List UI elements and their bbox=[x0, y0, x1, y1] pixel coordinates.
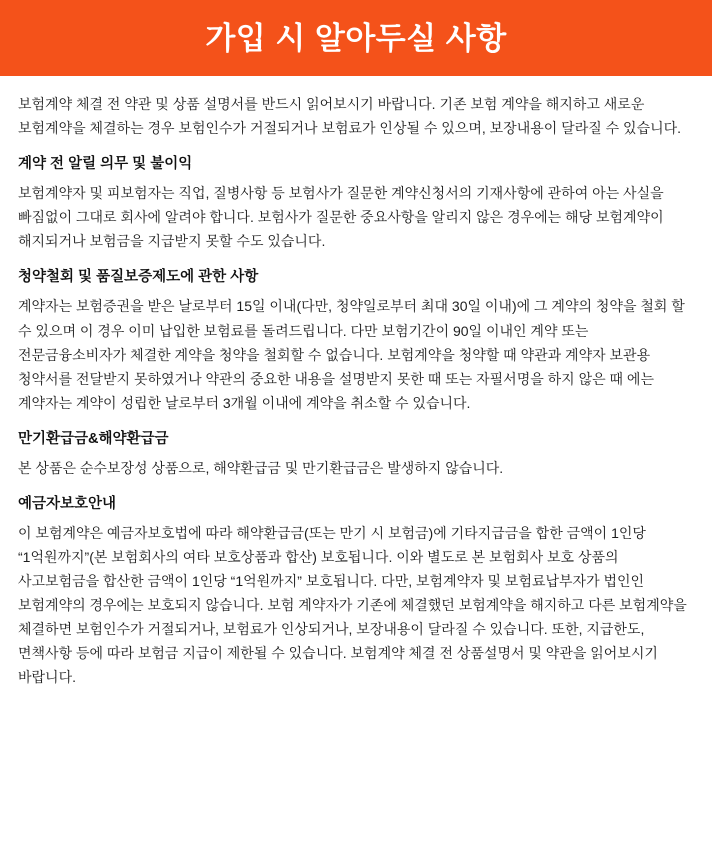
section-pre-contract-disclosure bbox=[18, 154, 694, 253]
section-depositor-protection-body: 이 보험계약은 예금자보호법에 따라 해약환급금(또는 만기 시 보험금)에 기타지급금을 합한 금액이 1인당 “1억원까지”(본 보험회사의 여타 보호상품과 합산) 보호됩니다. 이와 별도로 본 보험회사 보호 상품의 사고보험금을 합산한 금액이 1인당 “1억원까지” 보호됩니다. 다만, 보험계약자 및 보험료납부자가 법인인 보험계약의 경우에는 보호되지 않습니다. 보험 계약자가 기존에 체결했던 보험계약을 해지하고 다른 보험계약을 체결하면 보험인수가 거절되거나, 보험료가 인상되거나, 보장내용이 달라질 수 있습니다. 또한, 지급한도, 면책사항 등에 따라 보험금 지급이 제한될 수 있습니다. 보험계약 체결 전 상품설명서 및 약관을 읽어보시기 바랍니다. bbox=[18, 524, 687, 686]
section-refund-heading: 만기환급금&해약환급금 bbox=[18, 430, 169, 447]
section-refund bbox=[18, 429, 694, 480]
notice-content bbox=[0, 76, 712, 845]
section-refund-body: 본 상품은 순수보장성 상품으로, 해약환급금 및 만기환급금은 발생하지 않습니다. bbox=[18, 459, 504, 476]
section-intro bbox=[18, 92, 694, 140]
section-depositor-protection bbox=[18, 494, 694, 690]
section-withdrawal-and-quality-guarantee-body: 계약자는 보험증권을 받은 날로부터 15일 이내(다만, 청약일로부터 최대 30일 이내)에 그 계약의 청약을 철회 할 수 있으며 이 경우 이미 납입한 보험료를 돌려드립니다. 다만 보험기간이 90일 이내인 계약 또는 전문금융소비자가 체결한 계약을 청약을 철회할 수 없습니다. 보험계약을 청약할 때 약관과 계약자 보관용 청약서를 전달받지 못하였거나 약관의 중요한 내용을 설명받지 못한 때 또는 자필서명을 하지 않은 때 에는 계약자는 계약이 성립한 날로부터 3개월 이내에 계약을 취소할 수 있습니다. bbox=[18, 298, 685, 411]
page-title: 가입 시 알아두실 사항 bbox=[205, 20, 507, 56]
section-intro-body: 보험계약 체결 전 약관 및 상품 설명서를 반드시 읽어보시기 바랍니다. 기존 보험 계약을 해지하고 새로운 보험계약을 체결하는 경우 보험인수가 거절되거나 보험료가 인상될 수 있으며, 보장내용이 달라질 수 있습니다. bbox=[18, 96, 682, 137]
page-header-banner bbox=[0, 0, 712, 76]
section-withdrawal-and-quality-guarantee bbox=[18, 267, 694, 414]
section-withdrawal-and-quality-guarantee-heading: 청약철회 및 품질보증제도에 관한 사항 bbox=[18, 269, 259, 286]
section-pre-contract-disclosure-body: 보험계약자 및 피보험자는 직업, 질병사항 등 보험사가 질문한 계약신청서의 기재사항에 관하여 아는 사실을 빠짐없이 그대로 회사에 알려야 합니다. 보험사가 질문한 중요사항을 알리지 않은 경우에는 해당 보험계약이 해지되거나 보험금을 지급받지 못할 수도 있습니다. bbox=[18, 185, 664, 250]
section-pre-contract-disclosure-heading: 계약 전 알릴 의무 및 불이익 bbox=[18, 156, 193, 173]
section-depositor-protection-heading: 예금자보호안내 bbox=[18, 495, 117, 512]
